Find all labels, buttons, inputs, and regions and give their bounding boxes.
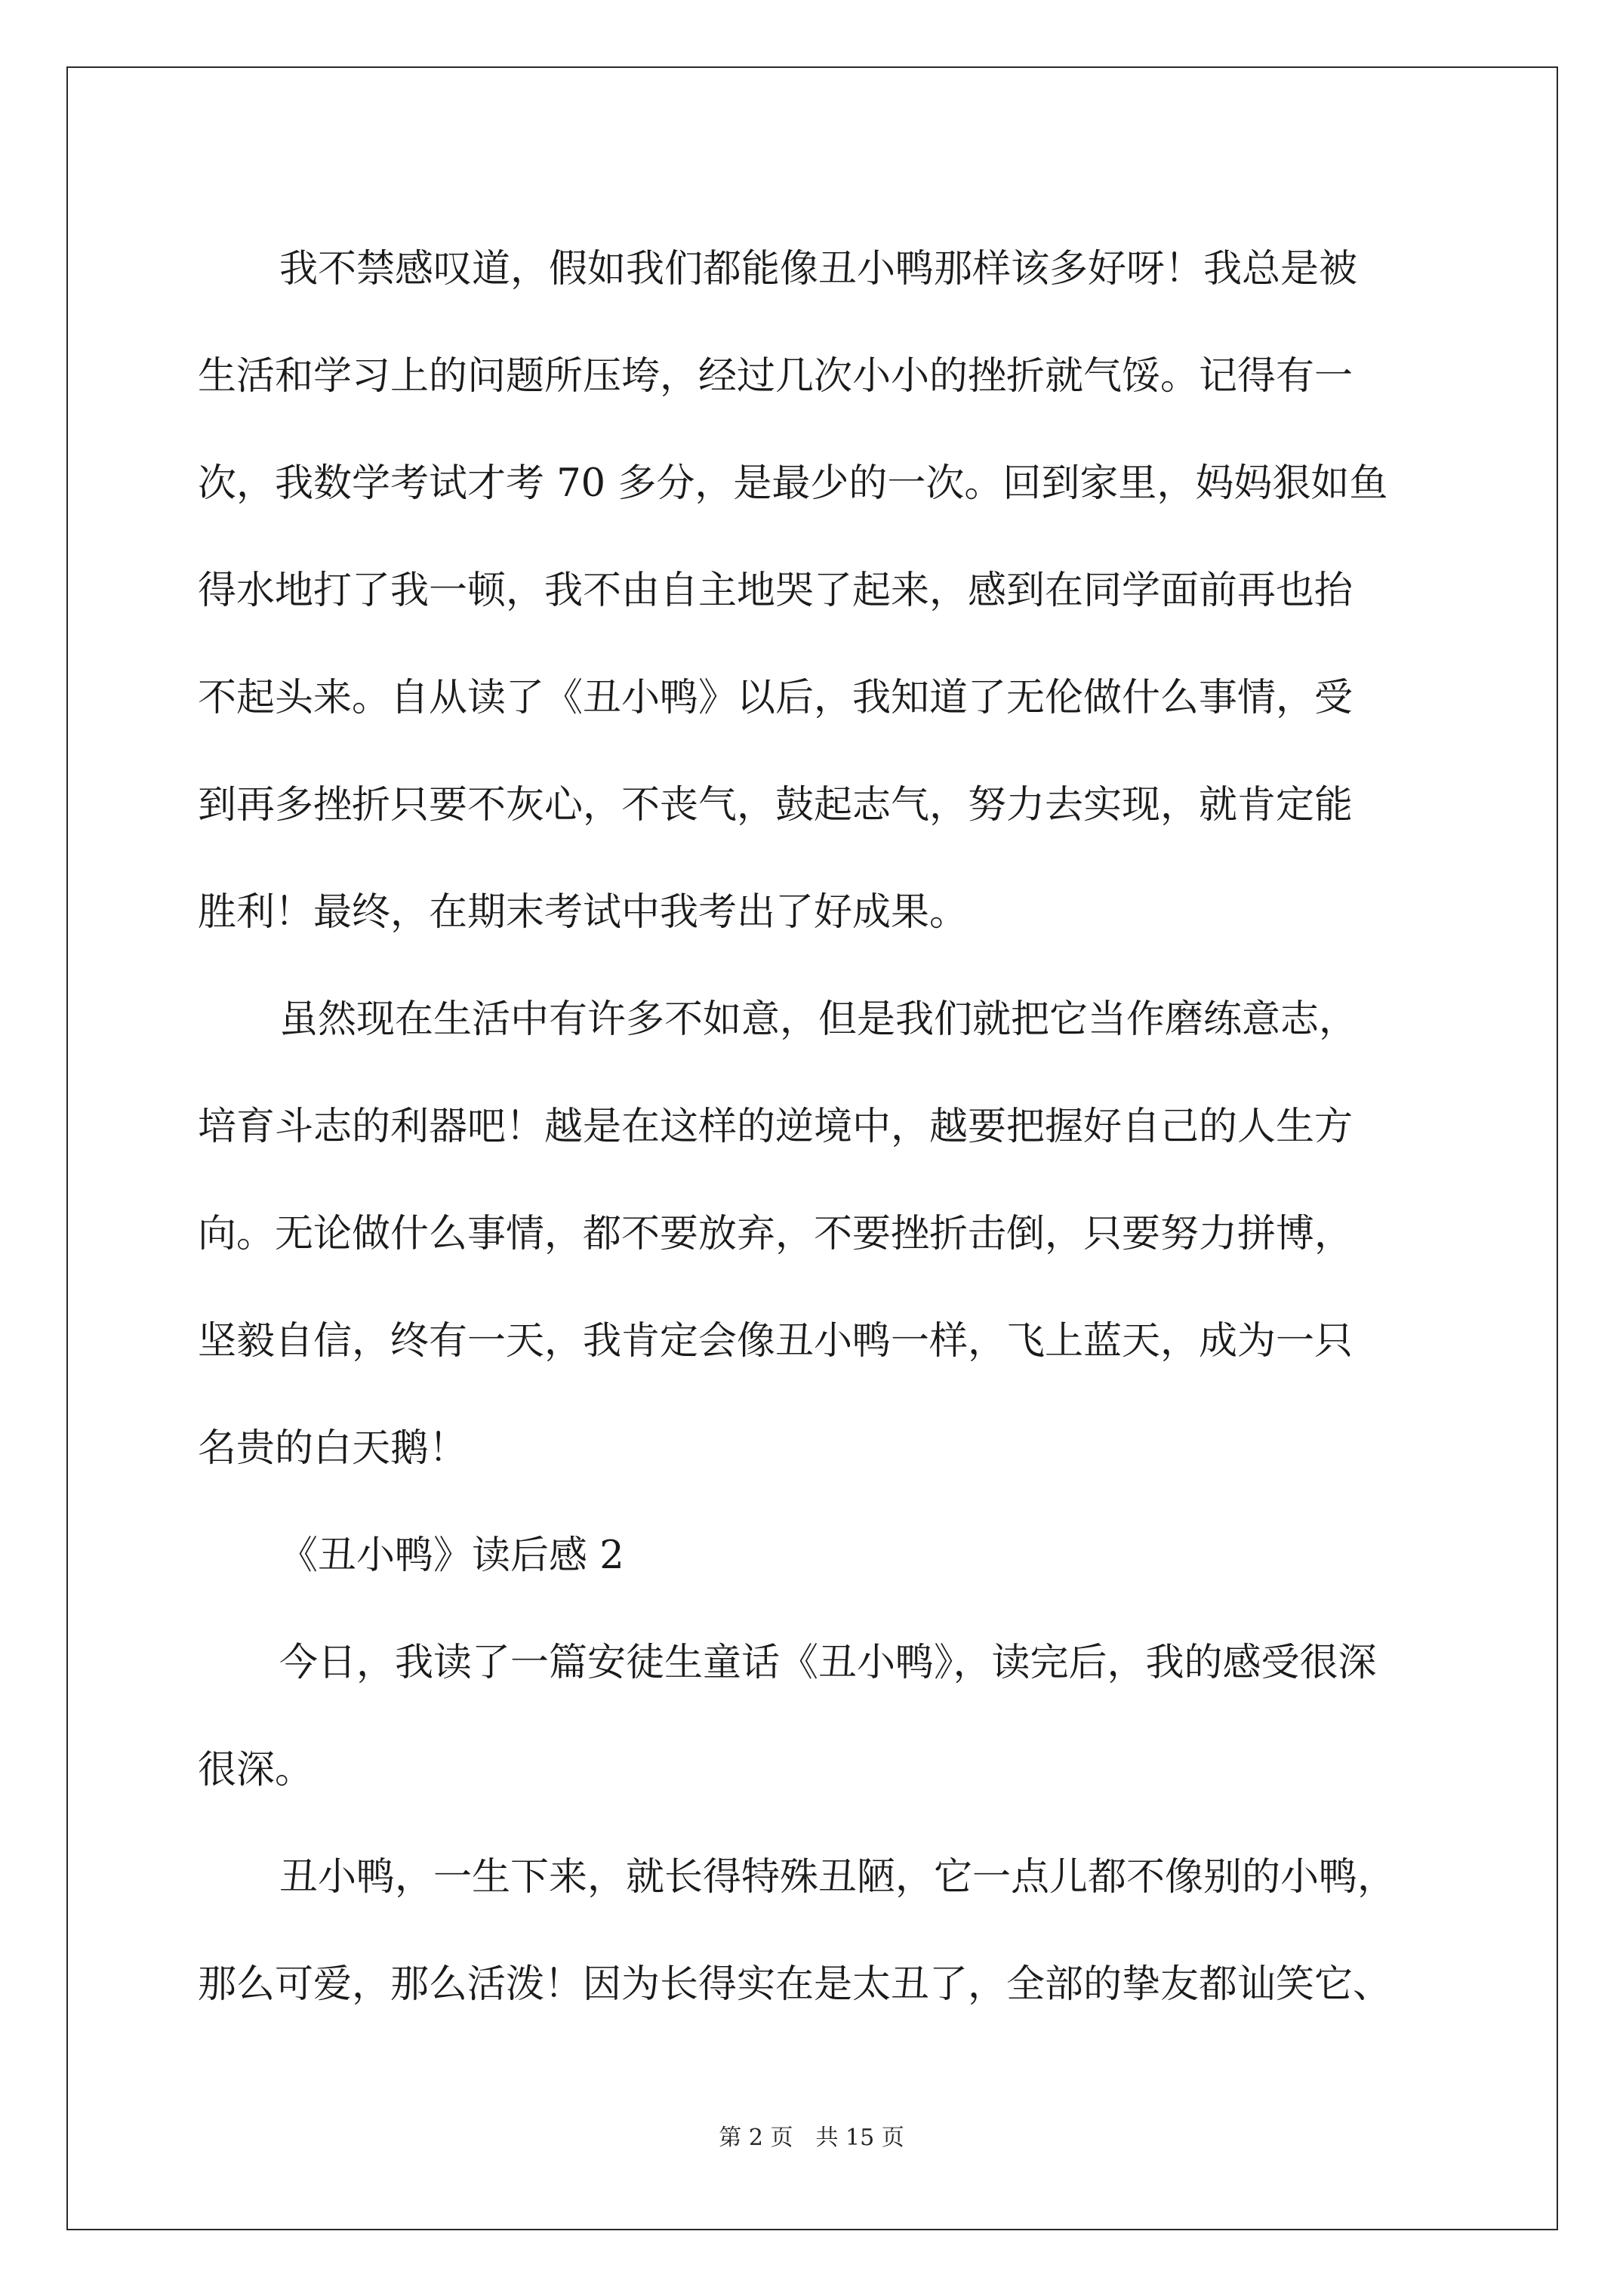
paragraph-line: 虽然现在生活中有许多不如意，但是我们就把它当作磨练意志， [279,997,1358,1042]
paragraph-line: 向。无论做什么事情，都不要放弃，不要挫折击倒，只要努力拼博， [198,1212,1354,1256]
paragraph-line: 那么可爱，那么活泼！因为长得实在是太丑了，全部的挚友都讪笑它、 [198,1962,1392,2007]
paragraph-line: 次，我数学考试才考 70 多分，是最少的一次。回到家里，妈妈狠如鱼 [198,461,1388,506]
paragraph-line: 名贵的白天鹅！ [198,1426,468,1471]
paragraph-line: 丑小鸭，一生下来，就长得特殊丑陋，它一点儿都不像别的小鸭， [279,1855,1397,1900]
paragraph-line: 我不禁感叹道，假如我们都能像丑小鸭那样该多好呀！我总是被 [279,247,1358,291]
page-footer [0,2123,1623,2153]
paragraph-line: 培育斗志的利器吧！越是在这样的逆境中，越要把握好自己的人生方 [198,1105,1354,1149]
paragraph-line: 今日，我读了一篇安徒生童话《丑小鸭》，读完后，我的感受很深 [279,1641,1377,1685]
paragraph-line: 到再多挫折只要不灰心，不丧气，鼓起志气，努力去实现，就肯定能 [198,783,1354,827]
paragraph-line: 得水地打了我一顿，我不由自主地哭了起来，感到在同学面前再也抬 [198,569,1354,613]
page-number-total: 共 15 页 [815,2125,904,2151]
paragraph-line: 不起头来。自从读了《丑小鸭》以后，我知道了无伦做什么事情，受 [198,676,1354,720]
paragraph-line: 坚毅自信，终有一天，我肯定会像丑小鸭一样，飞上蓝天，成为一只 [198,1319,1354,1364]
paragraph-line: 胜利！最终，在期末考试中我考出了好成果。 [198,890,969,935]
paragraph-line: 生活和学习上的问题所压垮，经过几次小小的挫折就气馁。记得有一 [198,354,1354,399]
section-heading: 《丑小鸭》读后感 2 [279,1533,624,1578]
paragraph-line: 很深。 [198,1748,314,1792]
document-body [198,216,1436,2039]
page-number-current: 第 2 页 [719,2125,793,2151]
